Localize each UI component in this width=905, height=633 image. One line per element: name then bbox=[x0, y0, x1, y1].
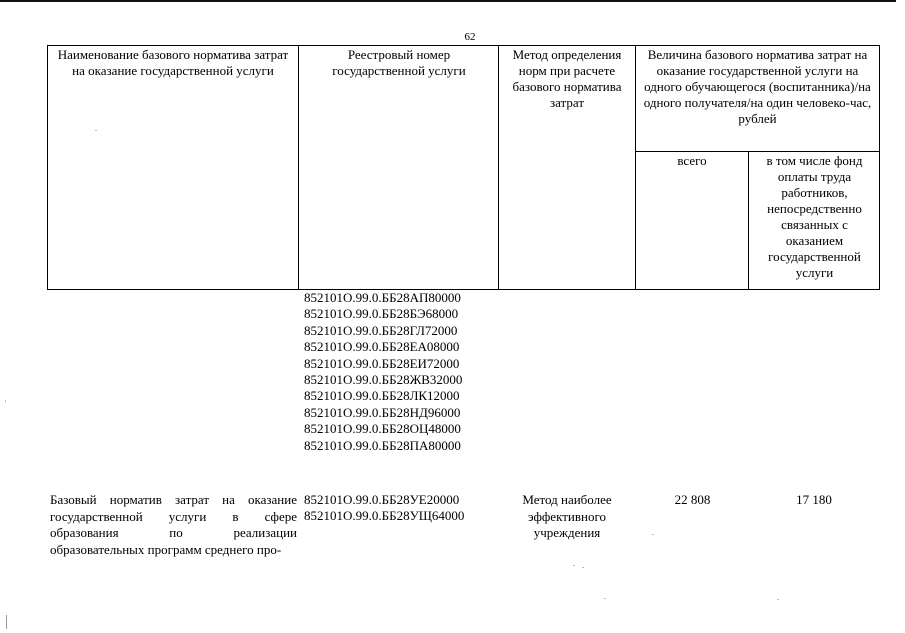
row-method: Метод наиболее эффективного учреждения bbox=[522, 492, 612, 540]
list-item: 852101О.99.0.ББ28ЕА08000 bbox=[304, 339, 460, 355]
header-base-value: Величина базового норматива затрат на оказание государственной услуги на одного обучающегося (воспитанника)/на одного получателя/на один человеко-час, рублей bbox=[643, 47, 872, 126]
row-total: 22 808 bbox=[674, 492, 711, 507]
list-item: 852101О.99.0.ББ28АП80000 bbox=[304, 290, 461, 305]
list-item: 852101О.99.0.ББ28УЩ64000 bbox=[304, 508, 465, 524]
list-item: 852101О.99.0.ББ28НД96000 bbox=[304, 404, 461, 420]
top-border-line bbox=[0, 0, 896, 2]
header-method: Метод определения норм при расчете базового норматива затрат bbox=[512, 47, 622, 110]
row-code-list bbox=[304, 492, 464, 525]
header-name: Наименование базового норматива затрат на оказание государственной услуги bbox=[57, 47, 289, 78]
header-payroll: в том числе фонд оплаты труда работников, непосредственно связанных с оказанием государственной услуги bbox=[766, 153, 863, 280]
list-item: 852101О.99.0.ББ28ЕИ72000 bbox=[304, 355, 460, 371]
list-item: 852101О.99.0.ББ28БЭ68000 bbox=[304, 306, 459, 322]
header-registry-number: Реестровый номер государственной услуги bbox=[332, 47, 466, 78]
list-item: 852101О.99.0.ББ28ПА80000 bbox=[304, 437, 461, 453]
header-total: всего bbox=[677, 153, 707, 168]
list-item: 852101О.99.0.ББ28УЕ20000 bbox=[304, 492, 460, 507]
list-item: 852101О.99.0.ББ28ЛК12000 bbox=[304, 388, 460, 404]
row-payroll: 17 180 bbox=[796, 492, 832, 507]
list-item: 852101О.99.0.ББ28ОЦ48000 bbox=[304, 421, 461, 437]
list-item: 852101О.99.0.ББ28ЖВ32000 bbox=[304, 371, 463, 387]
continued-code-list bbox=[304, 290, 462, 454]
list-item: 852101О.99.0.ББ28ГЛ72000 bbox=[304, 322, 458, 338]
page-number: 62 bbox=[464, 31, 476, 43]
row-name: Базовый норматив затрат на оказание государственной услуги в сфере образования по реализации образовательных программ среднего про- bbox=[50, 492, 297, 557]
